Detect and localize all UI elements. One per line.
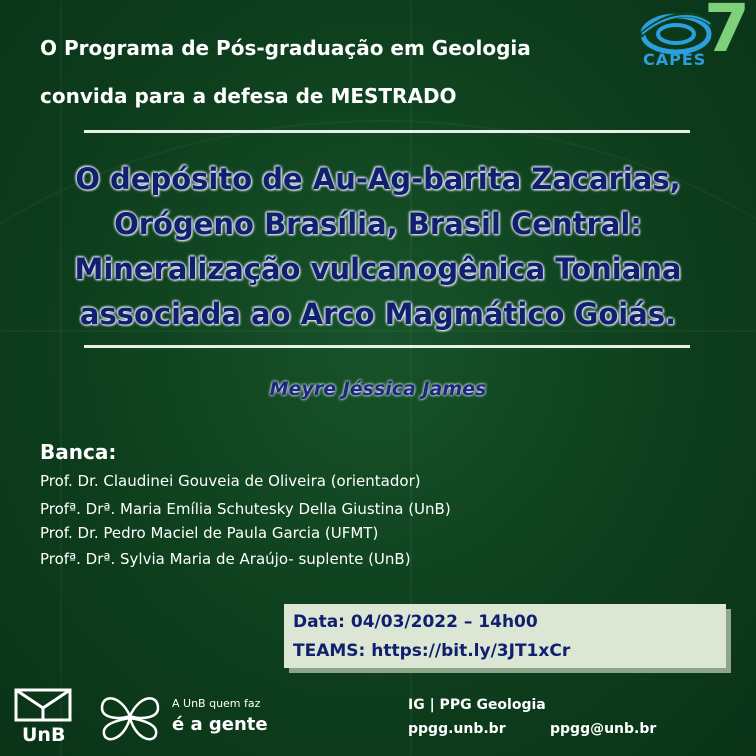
flower-outline-icon bbox=[98, 690, 162, 746]
unb-logo-icon bbox=[14, 688, 72, 722]
banca-label: Banca: bbox=[40, 440, 117, 464]
thesis-title-line-4: associada ao Arco Magmático Goiás. bbox=[79, 297, 677, 331]
website-link[interactable]: ppgg.unb.br bbox=[408, 721, 506, 737]
banca-member: Prof. Dr. Pedro Maciel de Paula Garcia (UFMT) bbox=[40, 524, 379, 542]
banca-member: Profª. Drª. Sylvia Maria de Araújo- suplente (UnB) bbox=[40, 550, 411, 568]
banca-member: Prof. Dr. Claudinei Gouveia de Oliveira (orientador) bbox=[40, 472, 421, 490]
capes-label: CAPES bbox=[643, 50, 707, 69]
event-info-box bbox=[284, 604, 726, 668]
header-line-1: O Programa de Pós-graduação em Geologia bbox=[40, 36, 531, 60]
email-link[interactable]: ppgg@unb.br bbox=[550, 721, 657, 737]
event-date: Data: 04/03/2022 – 14h00 bbox=[293, 612, 538, 632]
teams-link[interactable]: TEAMS: https://bit.ly/3JT1xCr bbox=[293, 641, 571, 661]
institute-label: IG | PPG Geologia bbox=[408, 697, 546, 713]
thesis-title-line-1: O depósito de Au-Ag-barita Zacarias, bbox=[75, 162, 681, 196]
header-line-2: convida para a defesa de MESTRADO bbox=[40, 84, 457, 108]
candidate-name: Meyre Jéssica James bbox=[269, 378, 487, 400]
slogan-small: A UnB quem faz bbox=[172, 697, 261, 710]
divider-top bbox=[84, 130, 690, 133]
divider-bottom bbox=[84, 345, 690, 348]
banca-member: Profª. Drª. Maria Emília Schutesky Della Giustina (UnB) bbox=[40, 500, 451, 518]
slogan-big: é a gente bbox=[172, 714, 268, 735]
thesis-title-line-2: Orógeno Brasília, Brasil Central: bbox=[114, 207, 642, 241]
capes-grade: 7 bbox=[704, 0, 750, 67]
unb-label: UnB bbox=[22, 724, 66, 746]
thesis-title-line-3: Mineralização vulcanogênica Toniana bbox=[74, 252, 682, 286]
